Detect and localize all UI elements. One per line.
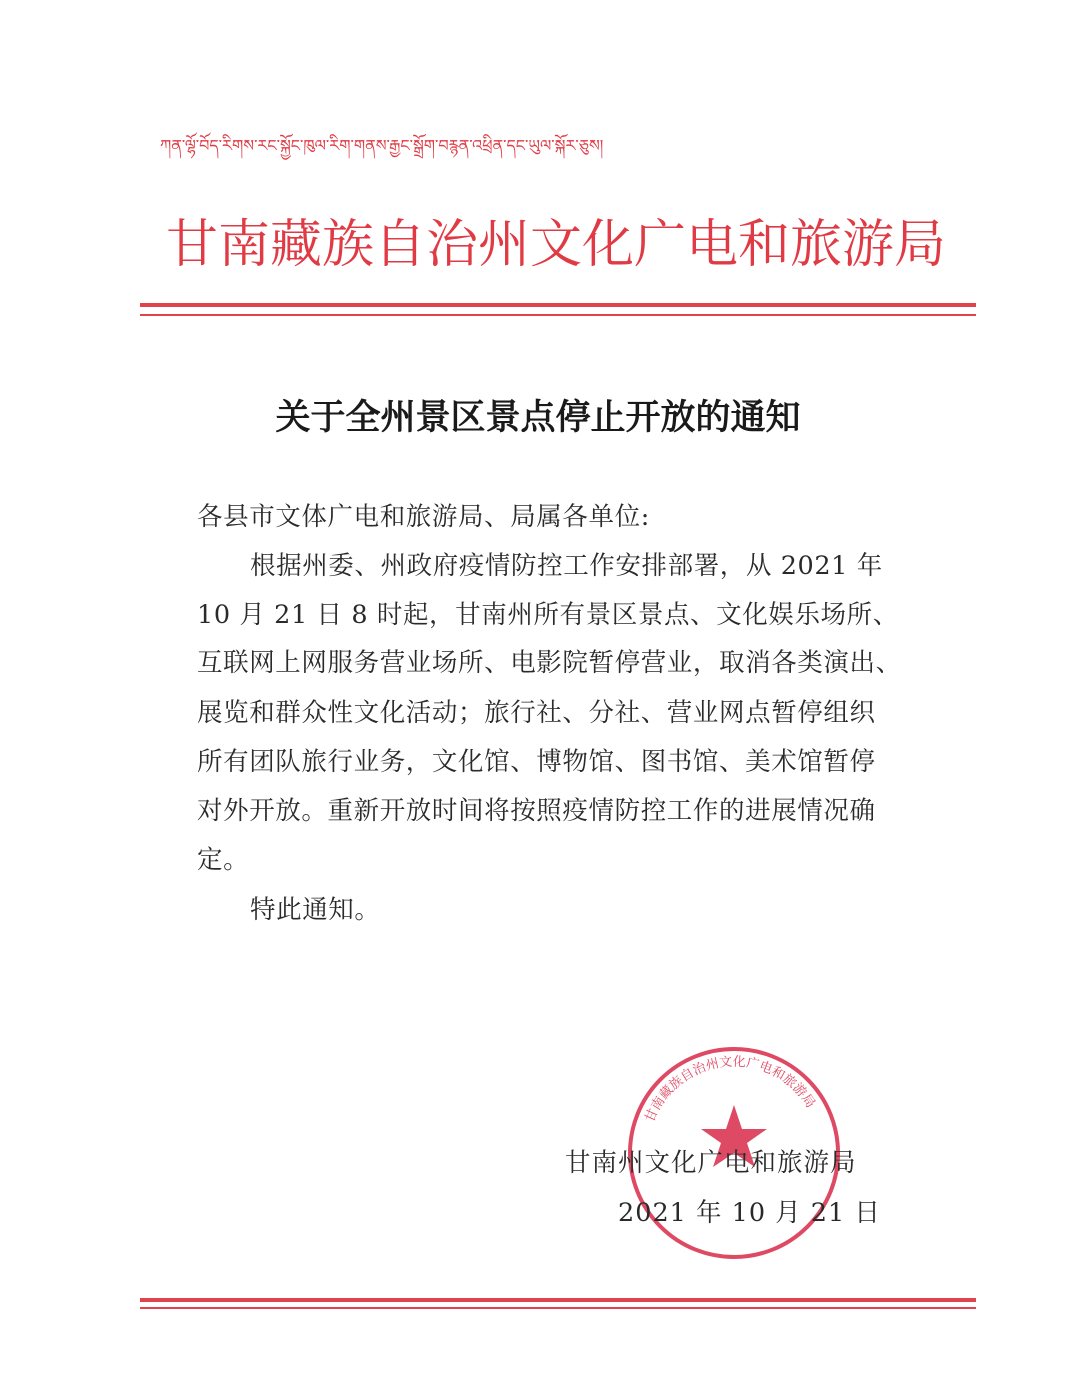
document-title: 关于全州景区景点停止开放的通知: [275, 397, 801, 438]
body-line: 展览和群众性文化活动；旅行社、分社、营业网点暂停组织: [197, 698, 876, 728]
letterhead-rule-thin: [140, 314, 976, 316]
body-line: 根据州委、州政府疫情防控工作安排部署，从 2021 年: [250, 551, 883, 581]
salutation: 各县市文体广电和旅游局、局属各单位:: [197, 502, 650, 532]
seal-text: 甘南藏族自治州文化广电和旅游局: [642, 1054, 818, 1125]
signature-date: 2021 年 10 月 21 日: [618, 1198, 881, 1228]
letterhead-rule-thick: [140, 303, 976, 307]
footer-rule-thin: [140, 1307, 976, 1309]
signature-org: 甘南州文化广电和旅游局: [565, 1148, 857, 1178]
body-line: 所有团队旅行业务，文化馆、博物馆、图书馆、美术馆暂停: [197, 747, 876, 777]
body-line: 10 月 21 日 8 时起，甘南州所有景区景点、文化娱乐场所、: [197, 600, 899, 630]
body-line: 互联网上网服务营业场所、电影院暂停营业，取消各类演出、: [197, 648, 902, 678]
body-line: 定。: [197, 845, 250, 875]
footer-rule-thick: [140, 1298, 976, 1302]
letterhead-org-name: 甘南藏族自治州文化广电和旅游局: [166, 215, 947, 275]
letterhead-tibetan-name: ཀན་ལྷོ་བོད་རིགས་རང་སྐྱོང་ཁུལ་རིག་གནས་རྒྱང་སྒྲོག་བརྙན་འཕྲིན་དང་ཡུལ་སྐོར་ཅུས།: [160, 136, 604, 155]
closing: 特此通知。: [250, 895, 381, 925]
body-line: 对外开放。重新开放时间将按照疫情防控工作的进展情况确: [197, 796, 876, 826]
